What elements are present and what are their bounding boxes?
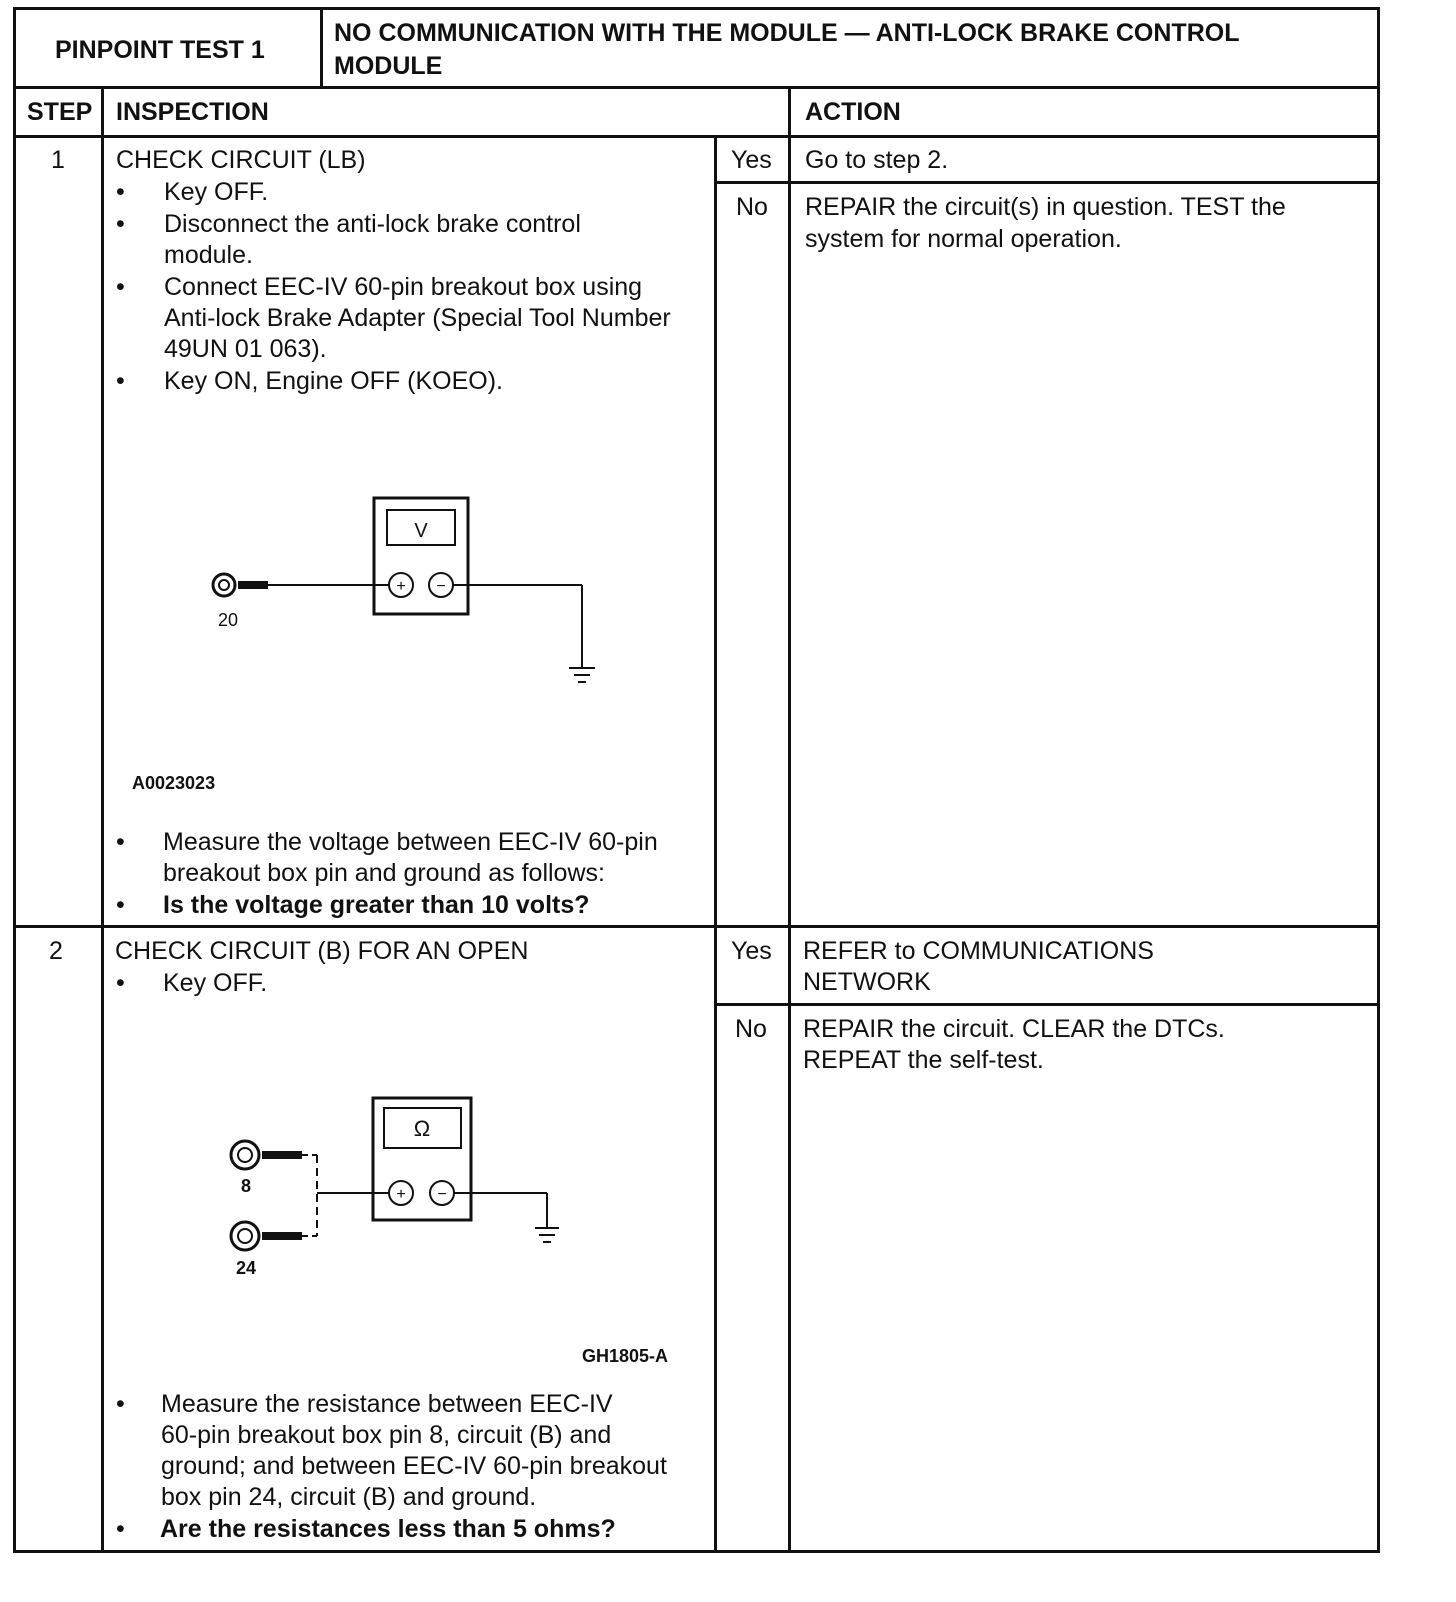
step-bullet: 60-pin breakout box pin 8, circuit (B) and bbox=[161, 1421, 612, 1449]
step-bullet: Key OFF. bbox=[164, 178, 269, 206]
step-bullet: breakout box pin and ground as follows: bbox=[163, 859, 605, 887]
step-number: 2 bbox=[49, 937, 63, 965]
bullet-icon: • bbox=[116, 1390, 125, 1418]
bullet-icon: • bbox=[116, 828, 125, 856]
action-text: REFER to COMMUNICATIONS bbox=[803, 937, 1154, 965]
action-text: REPEAT the self-test. bbox=[803, 1046, 1044, 1074]
step-bullet: Connect EEC-IV 60-pin breakout box using bbox=[164, 273, 643, 301]
action-text: Go to step 2. bbox=[805, 146, 949, 174]
test-title-line2: MODULE bbox=[334, 52, 443, 80]
bullet-icon: • bbox=[116, 178, 125, 206]
answer-label-no: No bbox=[736, 193, 768, 221]
step-question: Are the resistances less than 5 ohms? bbox=[160, 1515, 616, 1543]
answer-label-yes: Yes bbox=[731, 146, 772, 174]
step-number: 1 bbox=[51, 146, 65, 174]
step-bullet: Key OFF. bbox=[163, 969, 268, 997]
step-bullet: Anti-lock Brake Adapter (Special Tool Number bbox=[164, 304, 671, 332]
step-bullet: Measure the voltage between EEC-IV 60-pin bbox=[163, 828, 658, 856]
column-header-step: STEP bbox=[27, 98, 93, 126]
plus-label: + bbox=[396, 1186, 406, 1203]
pin-connector-icon bbox=[231, 1222, 259, 1250]
column-header-action: ACTION bbox=[805, 98, 901, 126]
bullet-icon: • bbox=[116, 210, 125, 238]
bullet-icon: • bbox=[116, 367, 125, 395]
bullet-icon: • bbox=[116, 273, 125, 301]
figure-code: A0023023 bbox=[132, 773, 216, 793]
bullet-icon: • bbox=[116, 969, 125, 997]
meter-symbol: V bbox=[414, 520, 428, 542]
bullet-icon: • bbox=[116, 1515, 125, 1543]
answer-label-no: No bbox=[735, 1015, 767, 1043]
pin-connector-icon bbox=[231, 1141, 259, 1169]
probe-icon bbox=[262, 1232, 302, 1240]
pin-label: 24 bbox=[235, 1258, 257, 1278]
action-text: REPAIR the circuit. CLEAR the DTCs. bbox=[803, 1015, 1225, 1043]
minus-label: − bbox=[436, 578, 446, 595]
pin-label: 8 bbox=[240, 1176, 252, 1196]
step-heading: CHECK CIRCUIT (B) FOR AN OPEN bbox=[115, 937, 529, 965]
pin-label: 20 bbox=[217, 610, 239, 630]
step-bullet: 49UN 01 063). bbox=[164, 335, 327, 363]
plus-label: + bbox=[396, 578, 406, 595]
meter-symbol: Ω bbox=[413, 1116, 431, 1141]
column-header-inspection: INSPECTION bbox=[116, 98, 269, 126]
step-bullet: ground; and between EEC-IV 60-pin breakout bbox=[161, 1452, 667, 1480]
answer-label-yes: Yes bbox=[731, 937, 772, 965]
step-heading: CHECK CIRCUIT (LB) bbox=[116, 146, 366, 174]
test-title-line1: NO COMMUNICATION WITH THE MODULE — ANTI-LOCK BRAKE CONTROL bbox=[334, 19, 1240, 47]
step-bullet: module. bbox=[164, 241, 253, 269]
step-bullet: box pin 24, circuit (B) and ground. bbox=[161, 1483, 537, 1511]
action-text: NETWORK bbox=[803, 968, 931, 996]
action-text: system for normal operation. bbox=[805, 225, 1122, 253]
minus-label: − bbox=[437, 1186, 447, 1203]
step-question: Is the voltage greater than 10 volts? bbox=[163, 891, 590, 919]
step-bullet: Disconnect the anti-lock brake control bbox=[164, 210, 581, 238]
pinpoint-test-label: PINPOINT TEST 1 bbox=[55, 36, 265, 64]
bullet-icon: • bbox=[116, 891, 125, 919]
figure-code: GH1805-A bbox=[582, 1346, 669, 1366]
action-text: REPAIR the circuit(s) in question. TEST the bbox=[805, 193, 1286, 221]
step-bullet: Measure the resistance between EEC-IV bbox=[161, 1390, 613, 1418]
step-bullet: Key ON, Engine OFF (KOEO). bbox=[164, 367, 503, 395]
probe-icon bbox=[262, 1151, 302, 1159]
